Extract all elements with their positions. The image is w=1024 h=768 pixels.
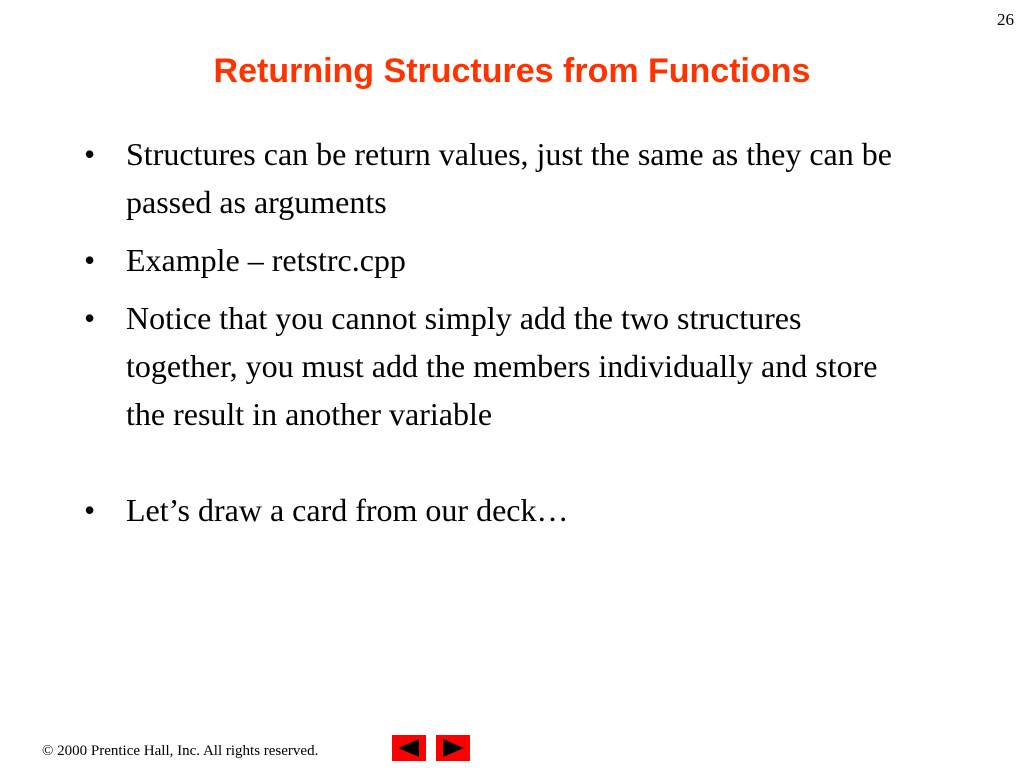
bullet-text: Notice that you cannot simply add the two structures together, you must add the members individually and store the result in another variable (126, 300, 878, 432)
previous-slide-button[interactable] (392, 735, 426, 761)
bullet-dot: • (84, 492, 96, 528)
footer-copyright: © 2000 Prentice Hall, Inc. All rights reserved. (42, 743, 319, 759)
bullet-dot: • (84, 300, 96, 336)
bullet-item-draw-card (84, 486, 904, 534)
bullet-text: Let’s draw a card from our deck… (126, 492, 569, 528)
left-arrow-icon (392, 735, 426, 761)
page-number: 26 (997, 10, 1014, 29)
bullet-item-notice (84, 294, 904, 438)
next-slide-button[interactable] (436, 735, 470, 761)
bullet-item-example (84, 236, 904, 284)
bullet-dot: • (84, 136, 96, 172)
bullet-text: Structures can be return values, just the same as they can be passed as arguments (126, 136, 892, 220)
bullet-dot: • (84, 242, 96, 278)
bullet-item-return-values (84, 130, 904, 226)
bullet-list (84, 130, 904, 544)
slide-title: Returning Structures from Functions (213, 52, 811, 90)
right-arrow-icon (436, 735, 470, 761)
bullet-text: Example – retstrc.cpp (126, 242, 406, 278)
